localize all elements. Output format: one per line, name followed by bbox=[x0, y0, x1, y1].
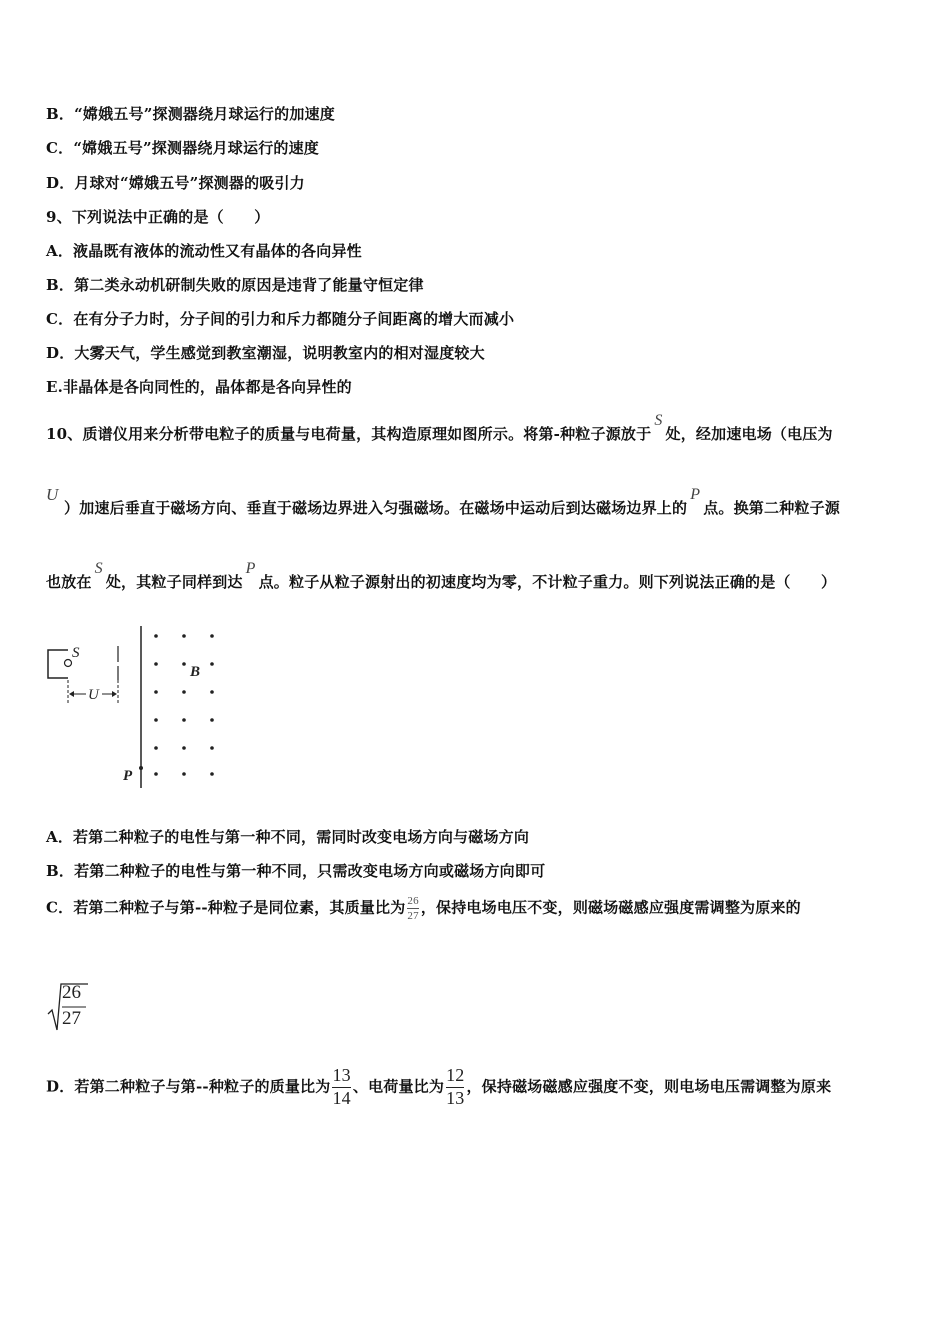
source-point bbox=[65, 660, 72, 667]
q10-stem-text: 也放在 bbox=[46, 573, 92, 591]
q9-option-a: A．液晶既有液体的流动性又有晶体的各向异性 bbox=[46, 242, 362, 260]
option-c-text: C．若第二种粒子与第--种粒子是同位素，其质量比为 bbox=[46, 898, 406, 917]
mass-ratio-fraction bbox=[332, 1066, 350, 1109]
q9-option-c: C．在有分子力时，分子间的引力和斥力都随分子间距离的增大而减小 bbox=[46, 310, 515, 328]
option-d-text: ，保持磁场磁感应强度不变，则电场电压需调整为原来 bbox=[466, 1077, 832, 1096]
q10-option-a: A．若第二种粒子的电性与第一种不同，需同时改变电场方向与磁场方向 bbox=[46, 828, 530, 846]
q10-symbol-u-line bbox=[46, 485, 58, 505]
q8-option-c: C．“嫦娥五号”探测器绕月球运行的速度 bbox=[46, 139, 319, 157]
q10-option-d bbox=[46, 1066, 831, 1109]
fraction-numerator: 12 bbox=[446, 1065, 465, 1085]
q8-option-d: D．月球对“嫦娥五号”探测器的吸引力 bbox=[46, 174, 305, 192]
symbol-s: S bbox=[654, 412, 663, 429]
sqrt-expression bbox=[46, 980, 90, 1032]
symbol-u: U bbox=[46, 485, 59, 504]
q10-option-c bbox=[46, 895, 801, 922]
mass-ratio-fraction bbox=[407, 895, 418, 922]
fraction-denominator: 27 bbox=[407, 910, 419, 923]
q10-stem-text: 处，其粒子同样到达 bbox=[105, 573, 243, 591]
sqrt-denominator: 27 bbox=[62, 1008, 81, 1029]
label-p: P bbox=[123, 768, 133, 784]
option-c-text: ，保持电场电压不变，则磁场磁感应强度需调整为原来的 bbox=[420, 898, 801, 917]
sqrt-numerator: 26 bbox=[62, 982, 81, 1003]
fraction-denominator: 13 bbox=[446, 1087, 465, 1108]
q9-option-d: D．大雾天气，学生感觉到教室潮湿，说明教室内的相对湿度较大 bbox=[46, 344, 485, 362]
q9-stem: 9、下列说法中正确的是（ ） bbox=[46, 208, 270, 226]
q10-stem-line1 bbox=[46, 412, 833, 444]
symbol-p: P bbox=[245, 560, 256, 577]
q10-stem-text: 10、质谱仪用来分析带电粒子的质量与电荷量，其构造原理如图所示。将第-种粒子源放于 bbox=[46, 425, 652, 443]
label-s: S bbox=[72, 645, 80, 661]
label-b: B bbox=[190, 664, 201, 680]
q9-option-b: B．第二类永动机研制失败的原因是违背了能量守恒定律 bbox=[46, 276, 424, 294]
fraction-numerator: 26 bbox=[407, 895, 419, 907]
q10-stem-text: 处，经加速电场（电压为 bbox=[665, 425, 833, 443]
point-p bbox=[139, 766, 143, 770]
arrow-head-left bbox=[69, 691, 74, 697]
fraction-numerator: 13 bbox=[332, 1065, 351, 1085]
option-d-text: D．若第二种粒子与第--种粒子的质量比为 bbox=[46, 1077, 331, 1096]
symbol-s: S bbox=[94, 560, 103, 577]
q10-stem-text: 点。换第二种粒子源 bbox=[703, 499, 841, 517]
mass-spectrometer-figure bbox=[40, 620, 240, 795]
q9-option-e: E.非晶体是各向同性的，晶体都是各向异性的 bbox=[46, 378, 352, 396]
q10-stem-line2 bbox=[64, 486, 841, 518]
option-d-text: 、电荷量比为 bbox=[352, 1077, 445, 1096]
arrow-head-right bbox=[112, 691, 117, 697]
label-u: U bbox=[88, 687, 99, 703]
q10-stem-text: ）加速后垂直于磁场方向、垂直于磁场边界进入匀强磁场。在磁场中运动后到达磁场边界上的 bbox=[64, 499, 688, 517]
q8-option-b: B．“嫦娥五号”探测器绕月球运行的加速度 bbox=[46, 105, 335, 123]
q10-option-b: B．若第二种粒子的电性与第一种不同，只需改变电场方向或磁场方向即可 bbox=[46, 862, 546, 880]
q10-stem-text: 点。粒子从粒子源射出的初速度均为零，不计粒子重力。则下列说法正确的是（ ） bbox=[258, 573, 837, 591]
q10-stem-line3 bbox=[46, 560, 837, 592]
charge-ratio-fraction bbox=[446, 1066, 464, 1109]
magnetic-field-dots bbox=[154, 634, 214, 776]
fraction-denominator: 14 bbox=[332, 1087, 351, 1108]
symbol-p: P bbox=[690, 486, 701, 503]
